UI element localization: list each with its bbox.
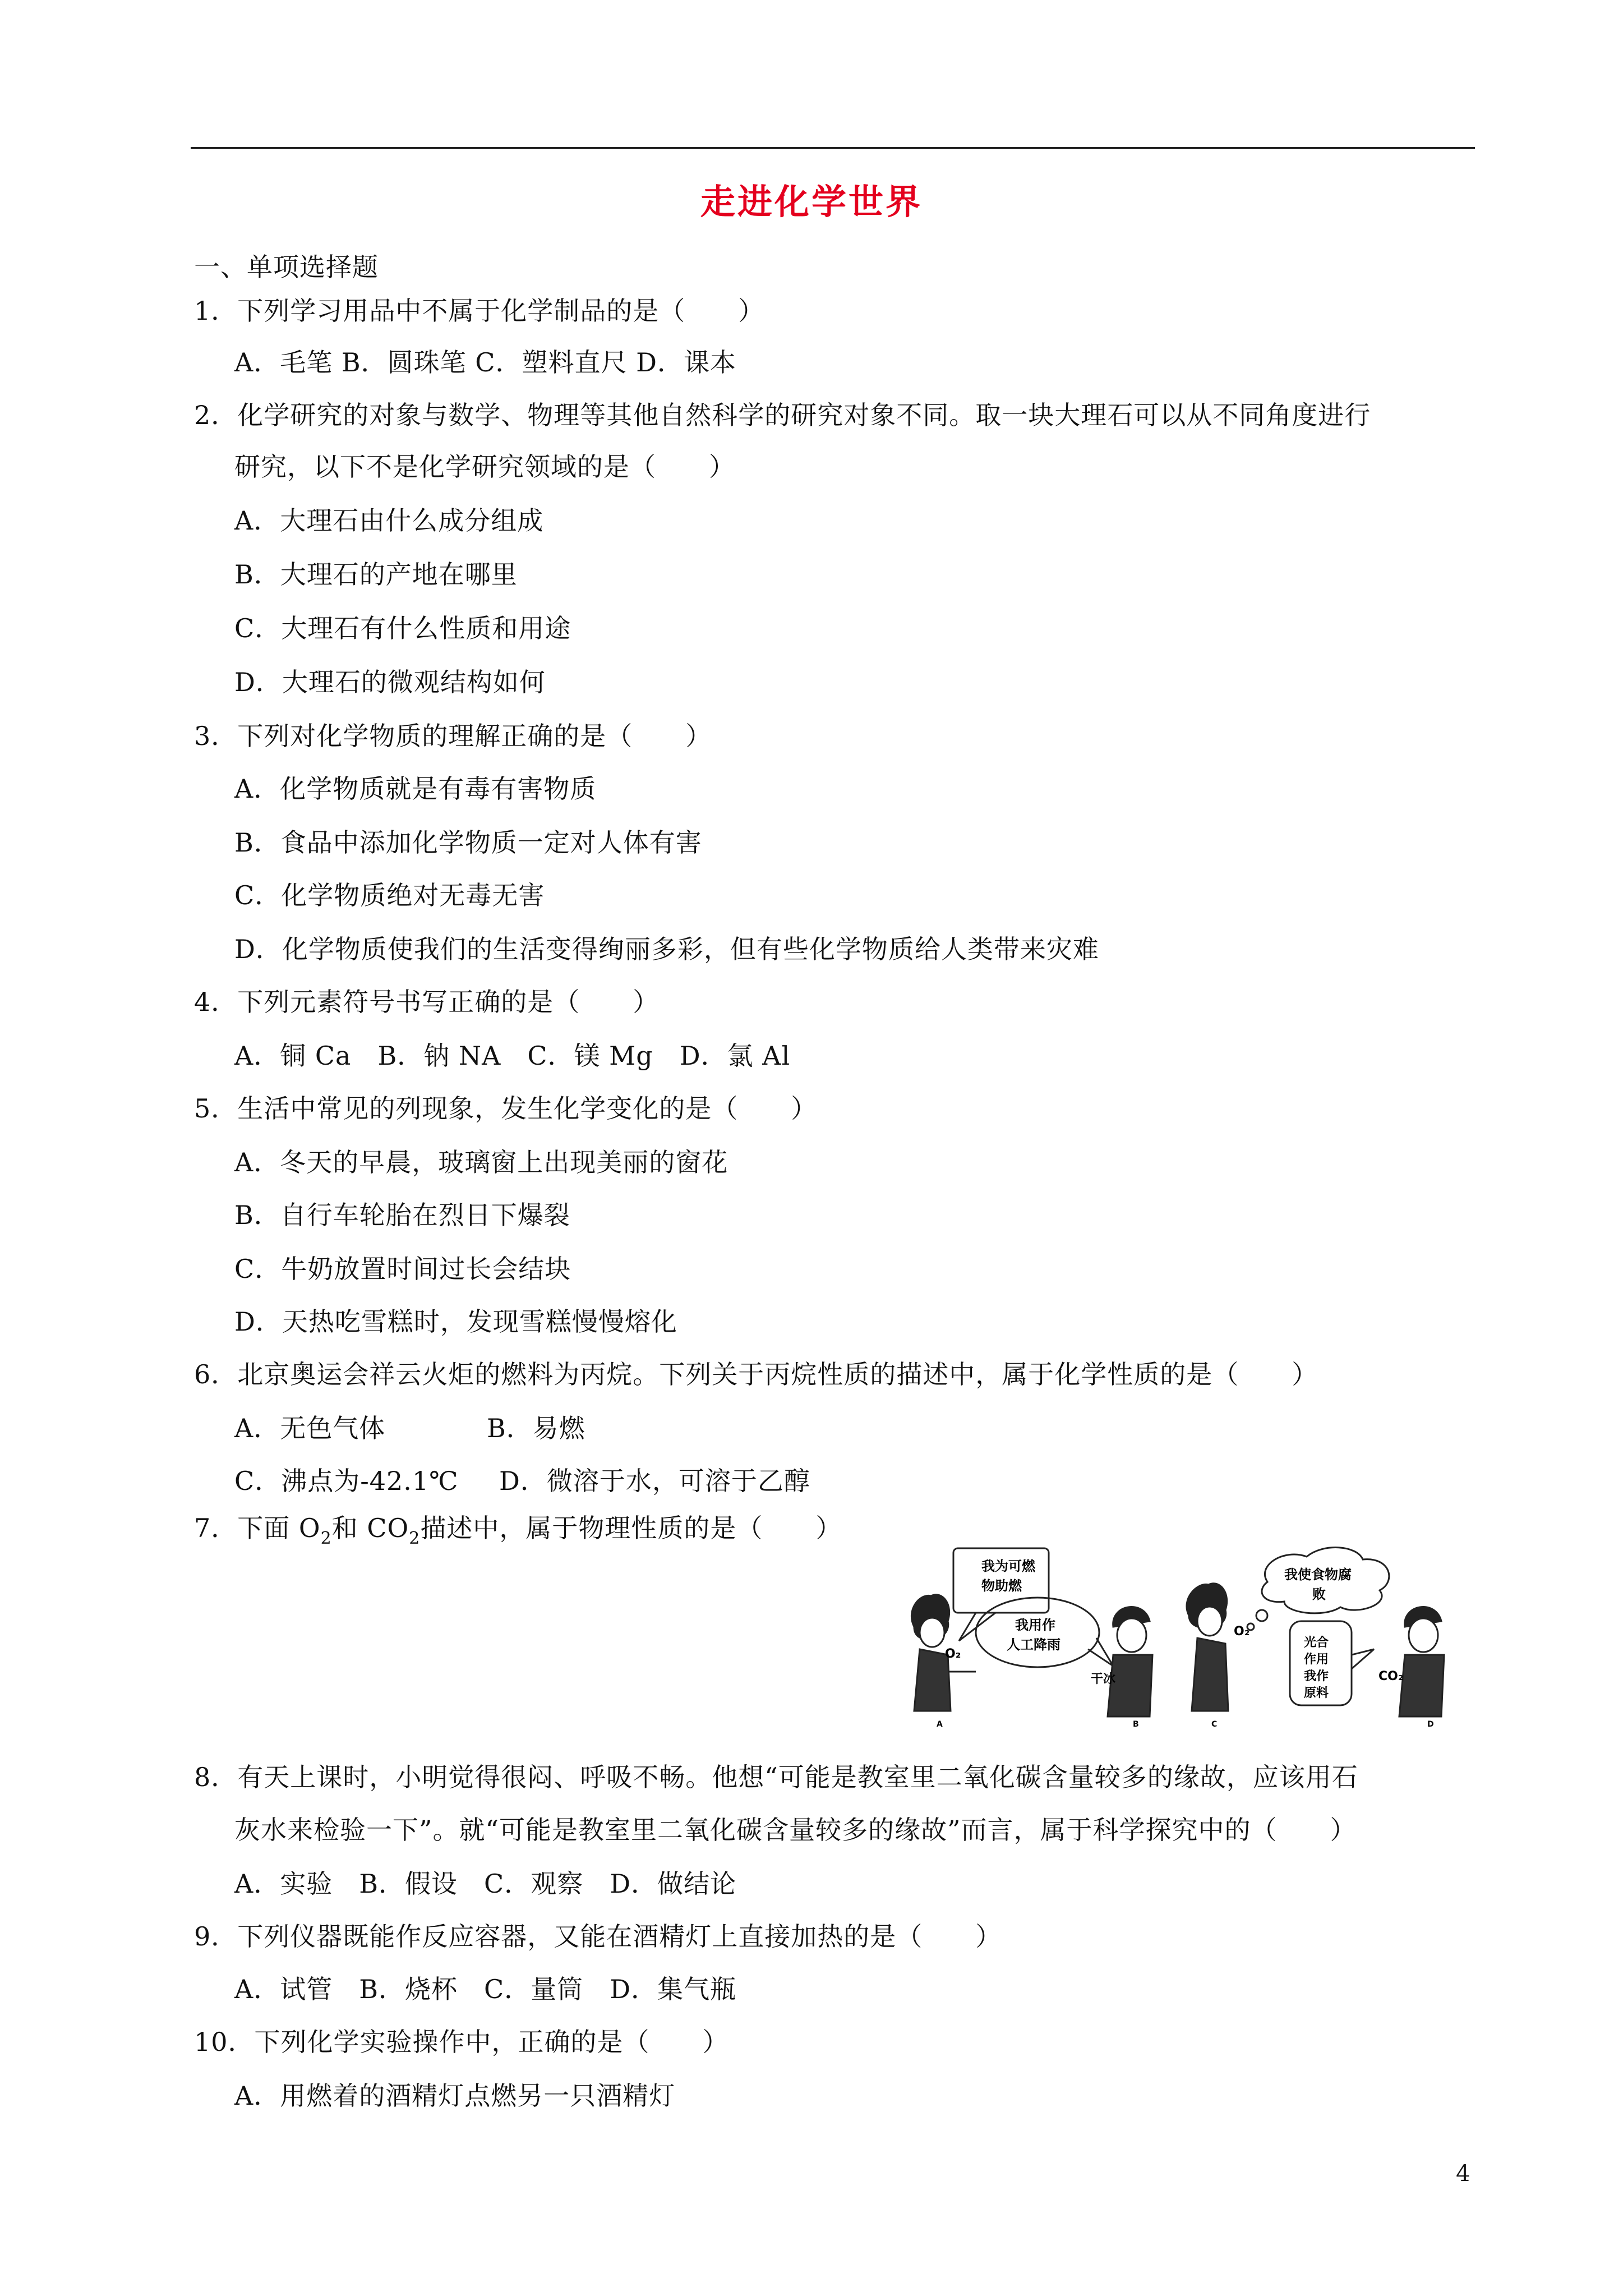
q5-option-a: A．冬天的早晨，玻璃窗上出现美丽的窗花: [234, 1147, 728, 1177]
bubble-d-line2: 作用: [1304, 1653, 1329, 1667]
q5-option-d: D．天热吃雪糕时，发现雪糕慢慢熔化: [234, 1306, 677, 1337]
bubble-d-line1: 光合: [1304, 1636, 1329, 1650]
q8-stem-line2: 灰水来检验一下”。就“可能是教室里二氧化碳含量较多的缘故”而言，属于科学探究中的（ ）: [234, 1815, 1357, 1845]
q9-stem: 9．下列仪器既能作反应容器，又能在酒精灯上直接加热的是（ ）: [194, 1921, 1002, 1952]
label-o2-a: O₂: [945, 1647, 961, 1661]
letter-a: A: [937, 1720, 943, 1728]
q5-stem: 5．生活中常见的列现象，发生化学变化的是（ ）: [194, 1093, 818, 1124]
q2-option-c: C．大理石有什么性质和用途: [234, 613, 571, 643]
q5-option-b: B．自行车轮胎在烈日下爆裂: [234, 1200, 570, 1230]
figure-c-girl: [1187, 1584, 1228, 1711]
q6-option-a: A．无色气体: [234, 1413, 386, 1443]
q6-option-b: B．易燃: [487, 1413, 585, 1443]
q5-option-c: C．牛奶放置时间过长会结块: [234, 1254, 571, 1284]
q2-stem-line2: 研究，以下不是化学研究领域的是（ ）: [234, 452, 735, 482]
q7-stem-part3: 描述中，属于物理性质的是（ ）: [420, 1513, 842, 1543]
q2-option-d: D．大理石的微观结构如何: [234, 667, 546, 697]
q6-option-d: D．微溶于水，可溶于乙醇: [499, 1466, 810, 1496]
figure-d-boy: [1399, 1607, 1444, 1717]
q8-stem-line1: 8．有天上课时，小明觉得很闷、呼吸不畅。他想“可能是教室里二氧化碳含量较多的缘故，应该用石: [194, 1762, 1358, 1792]
q6-stem: 6．北京奥运会祥云火炬的燃料为丙烷。下列关于丙烷性质的描述中，属于化学性质的是（ ）: [194, 1359, 1318, 1389]
bubble-c-line2: 败: [1312, 1586, 1326, 1602]
header-rule: [191, 147, 1475, 149]
letter-b: B: [1133, 1720, 1139, 1728]
q7-stem: [194, 1511, 842, 1549]
q10-option-a: A．用燃着的酒精灯点燃另一只酒精灯: [234, 2081, 676, 2111]
q7-illustration: [897, 1543, 1481, 1728]
q8-options: A．实验 B．假设 C．观察 D．做结论: [234, 1869, 737, 1899]
q3-option-a: A．化学物质就是有毒有害物质: [234, 774, 597, 804]
letter-d: D: [1427, 1720, 1434, 1728]
q3-option-c: C．化学物质绝对无毒无害: [234, 880, 545, 910]
q7-subscript-co2: 2: [409, 1529, 421, 1548]
q3-option-d: D．化学物质使我们的生活变得绚丽多彩，但有些化学物质给人类带来灾难: [234, 934, 1099, 964]
q4-stem: 4．下列元素符号书写正确的是（ ）: [194, 987, 660, 1017]
bubble-d-line4: 原料: [1304, 1686, 1329, 1700]
q4-options: A．铜 Ca B．钠 NA C．镁 Mg D．氯 Al: [234, 1041, 791, 1071]
bubble-c-line1: 我使食物腐: [1284, 1567, 1352, 1582]
q2-option-a: A．大理石由什么成分组成: [234, 505, 544, 536]
q7-subscript-o2: 2: [320, 1529, 332, 1548]
q6-option-c: C．沸点为-42.1℃: [234, 1466, 459, 1496]
letter-c: C: [1211, 1720, 1218, 1728]
label-dry-ice: 干冰: [1091, 1672, 1116, 1686]
q10-stem: 10．下列化学实验操作中，正确的是（ ）: [194, 2027, 729, 2057]
q3-option-b: B．食品中添加化学物质一定对人体有害: [234, 827, 702, 858]
bubble-d-line3: 我作: [1304, 1669, 1329, 1683]
q1-options: A．毛笔 B．圆珠笔 C．塑料直尺 D．课本: [234, 347, 736, 378]
q3-stem: 3．下列对化学物质的理解正确的是（ ）: [194, 721, 712, 751]
page-number: 4: [1456, 2161, 1470, 2187]
q2-option-b: B．大理石的产地在哪里: [234, 559, 518, 590]
bubble-a-line2: 物助燃: [981, 1578, 1022, 1594]
label-o2-c: O₂: [1234, 1625, 1250, 1639]
q9-options: A．试管 B．烧杯 C．量筒 D．集气瓶: [234, 1974, 737, 2004]
bubble-a-line1: 我为可燃: [981, 1558, 1035, 1574]
q2-stem-line1: 2．化学研究的对象与数学、物理等其他自然科学的研究对象不同。取一块大理石可以从不同角度进行: [194, 400, 1371, 430]
label-co2: CO₂: [1378, 1669, 1404, 1683]
page-title: 走进化学世界: [700, 181, 923, 222]
bubble-b-line1: 我用作: [1015, 1617, 1055, 1633]
bubble-b-line2: 人工降雨: [1007, 1637, 1061, 1653]
q7-stem-part2: 和 CO: [331, 1513, 409, 1543]
q7-stem-part1: 7．下面 O: [194, 1513, 321, 1543]
figure-b-boy: [1108, 1607, 1152, 1717]
section-heading: 一、单项选择题: [194, 252, 379, 282]
q1-stem: 1．下列学习用品中不属于化学制品的是（ ）: [194, 296, 765, 326]
